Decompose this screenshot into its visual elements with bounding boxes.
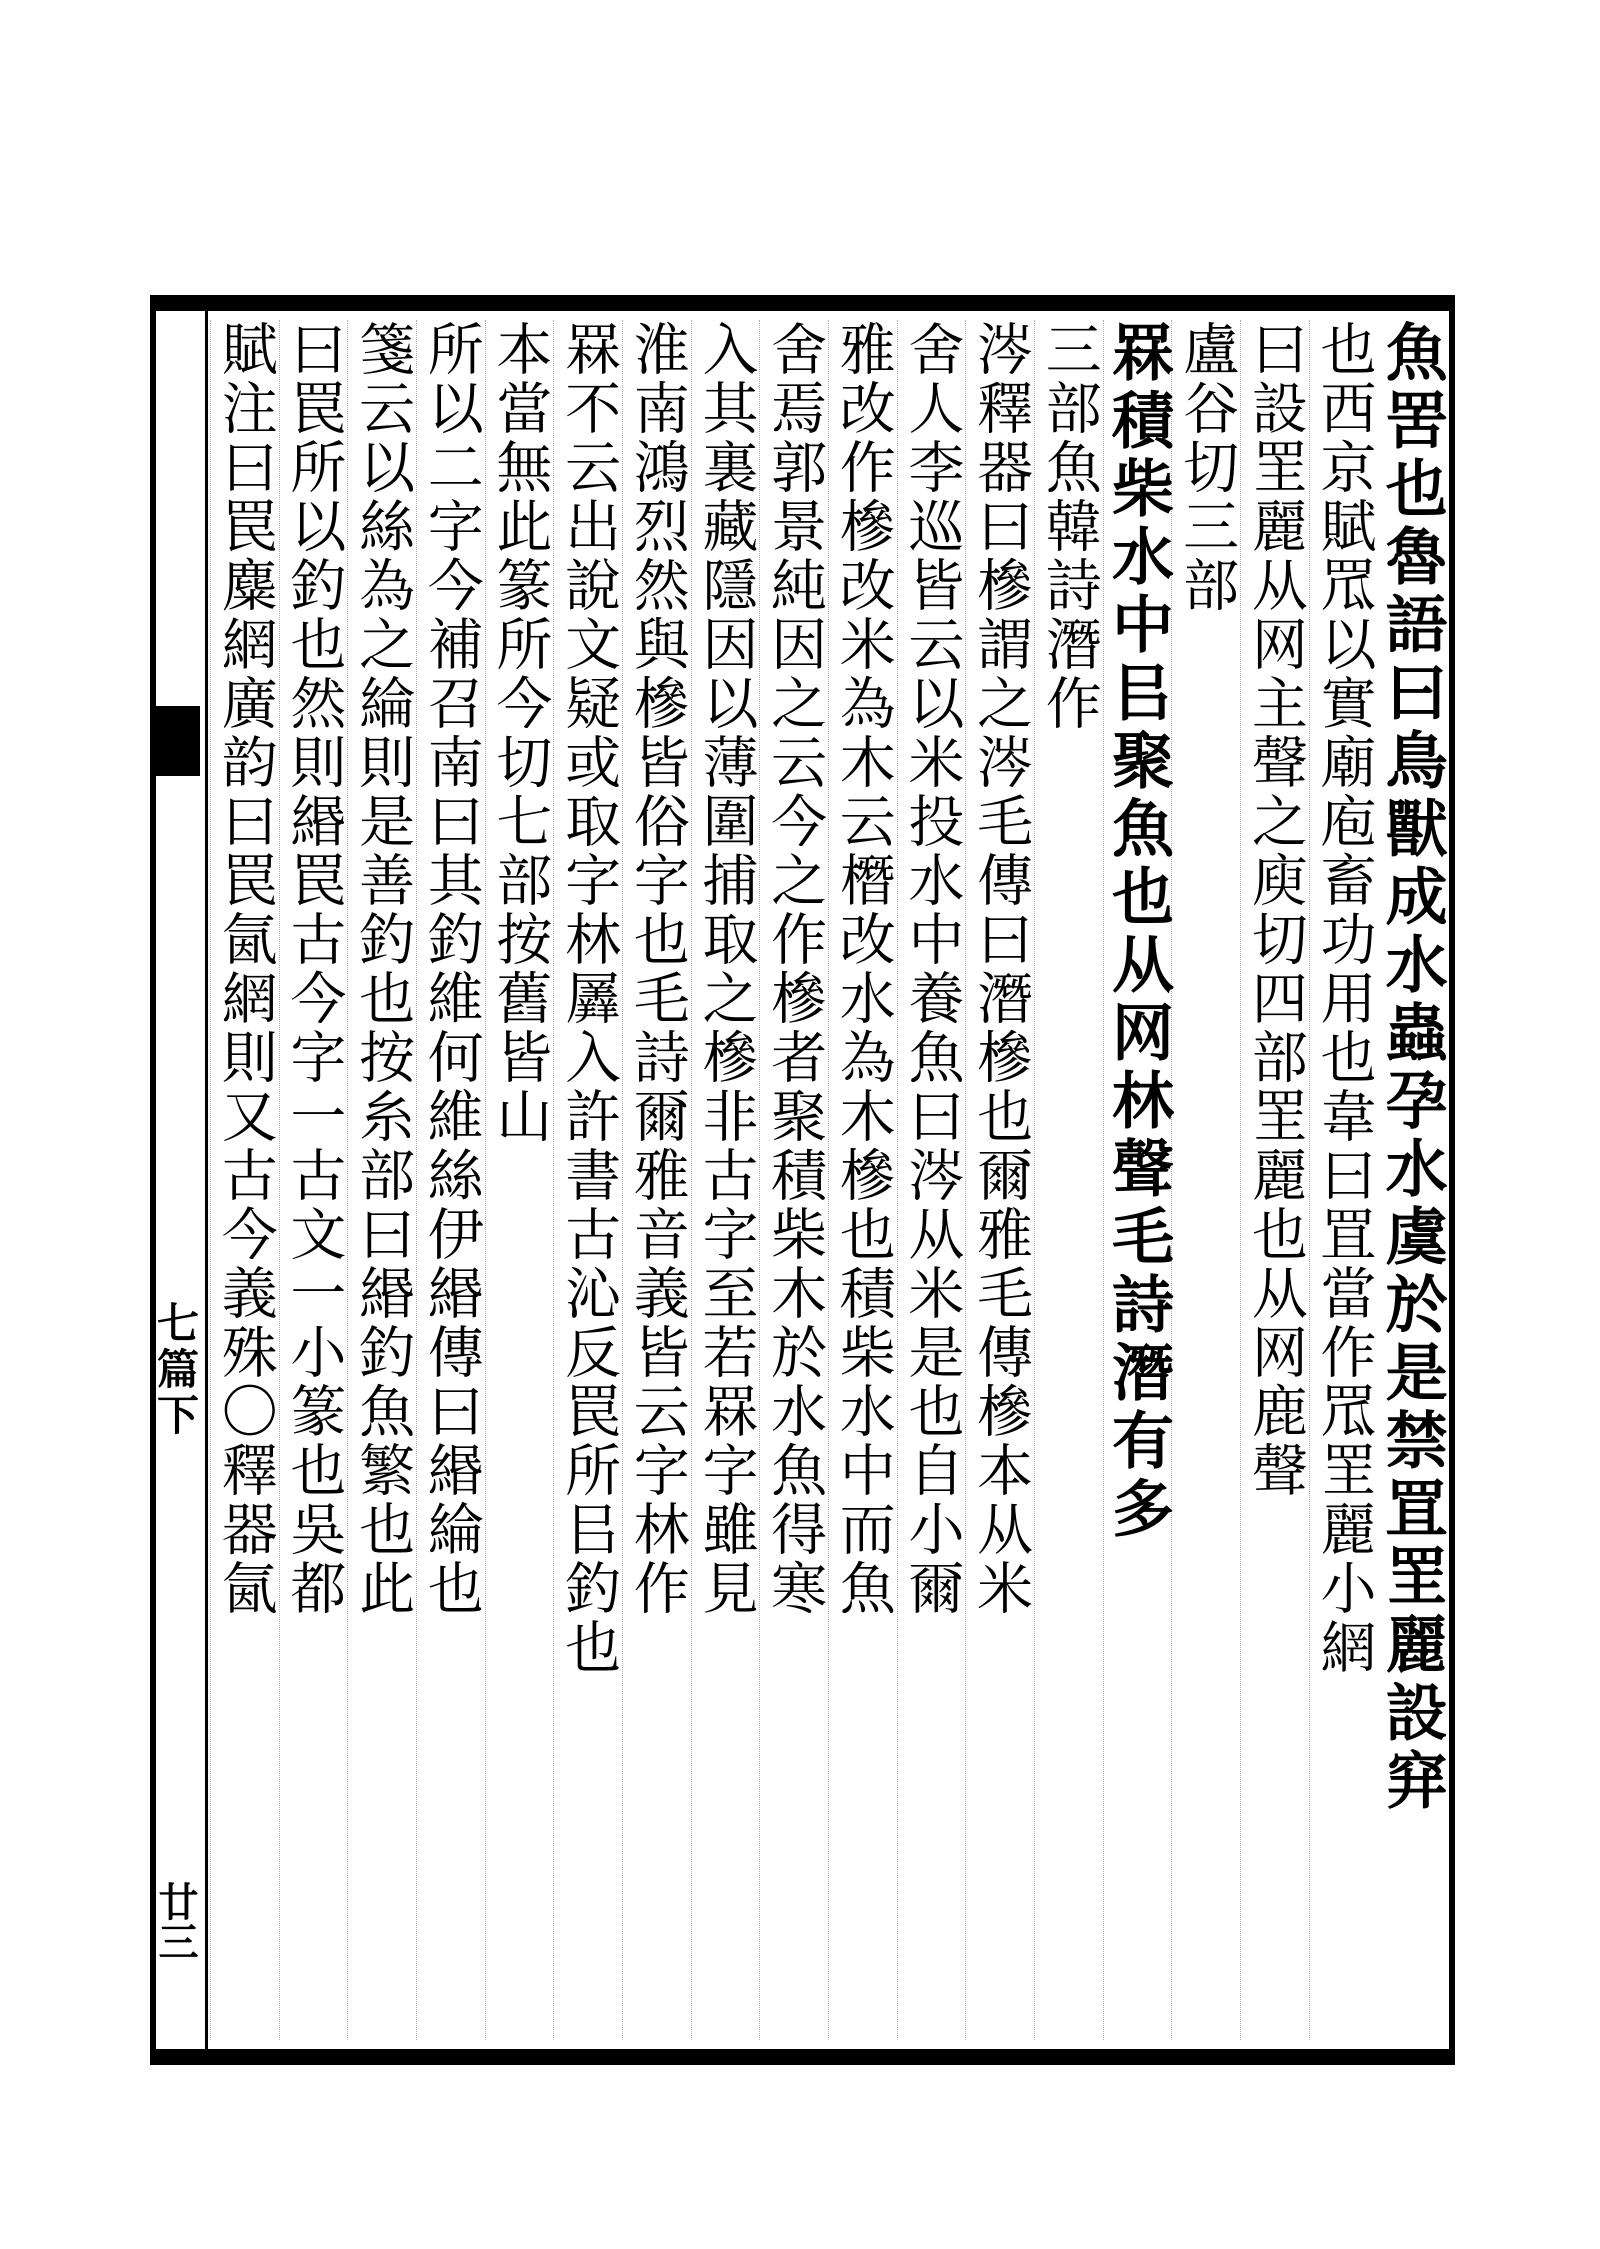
text-column-4 <box>1171 320 1240 2040</box>
column-text: 舍焉郭景純因之云今之作槮者聚積柴木於水魚得寒 <box>762 320 828 1618</box>
fish-tail-mark-top <box>150 706 200 776</box>
column-text: 本當無此篆所今切七部按舊皆山 <box>487 320 553 1146</box>
column-text: 箋云以絲為之綸則是善釣也按糸部曰緡釣魚繁也此 <box>350 320 416 1618</box>
text-column-1 <box>1375 320 1449 2040</box>
column-text: 也西京賦罛以實廟庖畜功用也韋曰罝當作罛罜麗小網 <box>1311 320 1377 1677</box>
text-column-16 <box>347 320 416 2040</box>
column-text: 曰設罜麗从网主聲之庾切四部罜麗也从网鹿聲 <box>1242 320 1308 1500</box>
fish-tail-column <box>150 311 208 2049</box>
column-text: 涔釋器曰槮謂之涔毛傳曰潛槮也爾雅毛傳槮本从米 <box>968 320 1034 1618</box>
column-text: 賦注曰罠麋網廣韵曰罠氤網則又古今義殊〇釋器氤 <box>212 320 278 1618</box>
text-column-15 <box>416 320 485 2040</box>
text-column-8 <box>897 320 966 2040</box>
page-number: 廿三 <box>152 1881 199 1961</box>
column-text: 罧積柴水中㠯聚魚也从网林聲毛詩潛有多 <box>1101 320 1175 1544</box>
text-column-10 <box>759 320 828 2040</box>
text-columns <box>210 320 1449 2040</box>
chapter-label: 七篇下 <box>151 1301 200 1439</box>
text-column-3 <box>1240 320 1309 2040</box>
text-column-9 <box>828 320 897 2040</box>
column-text: 魚罟也魯語曰鳥獸成水蟲孕水虞於是禁罝罜麗設穽 <box>1375 320 1449 1816</box>
column-text: 入其裏藏隱因以薄圍捕取之槮非古字至若罧字雖見 <box>693 320 759 1618</box>
column-text: 舍人李巡皆云以米投水中養魚曰涔从米是也自小爾 <box>899 320 965 1618</box>
text-column-7 <box>965 320 1034 2040</box>
text-column-12 <box>622 320 691 2040</box>
text-column-11 <box>691 320 760 2040</box>
column-text: 曰罠所以釣也然則緡罠古今字一古文一小篆也吳都 <box>281 320 347 1618</box>
column-text: 罧不云出說文疑或取字林羼入許書古沁反罠所㠯釣也 <box>556 320 622 1677</box>
column-text: 所以二字今補召南曰其釣維何維絲伊緡傳曰緡綸也 <box>418 320 484 1618</box>
column-text: 淮南鴻烈然與槮皆俗字也毛詩爾雅音義皆云字林作 <box>624 320 690 1618</box>
column-text: 雅改作槮改米為木云橬改水為木槮也積柴水中而魚 <box>830 320 896 1618</box>
text-column-13 <box>553 320 622 2040</box>
text-column-17 <box>279 320 348 2040</box>
text-column-2 <box>1309 320 1378 2040</box>
column-text: 三部魚韓詩潛作 <box>1036 320 1102 733</box>
text-column-18 <box>210 320 279 2040</box>
text-column-6 <box>1034 320 1103 2040</box>
text-column-5 <box>1101 320 1175 2040</box>
text-column-14 <box>485 320 554 2040</box>
column-text: 盧谷切三部 <box>1174 320 1240 615</box>
